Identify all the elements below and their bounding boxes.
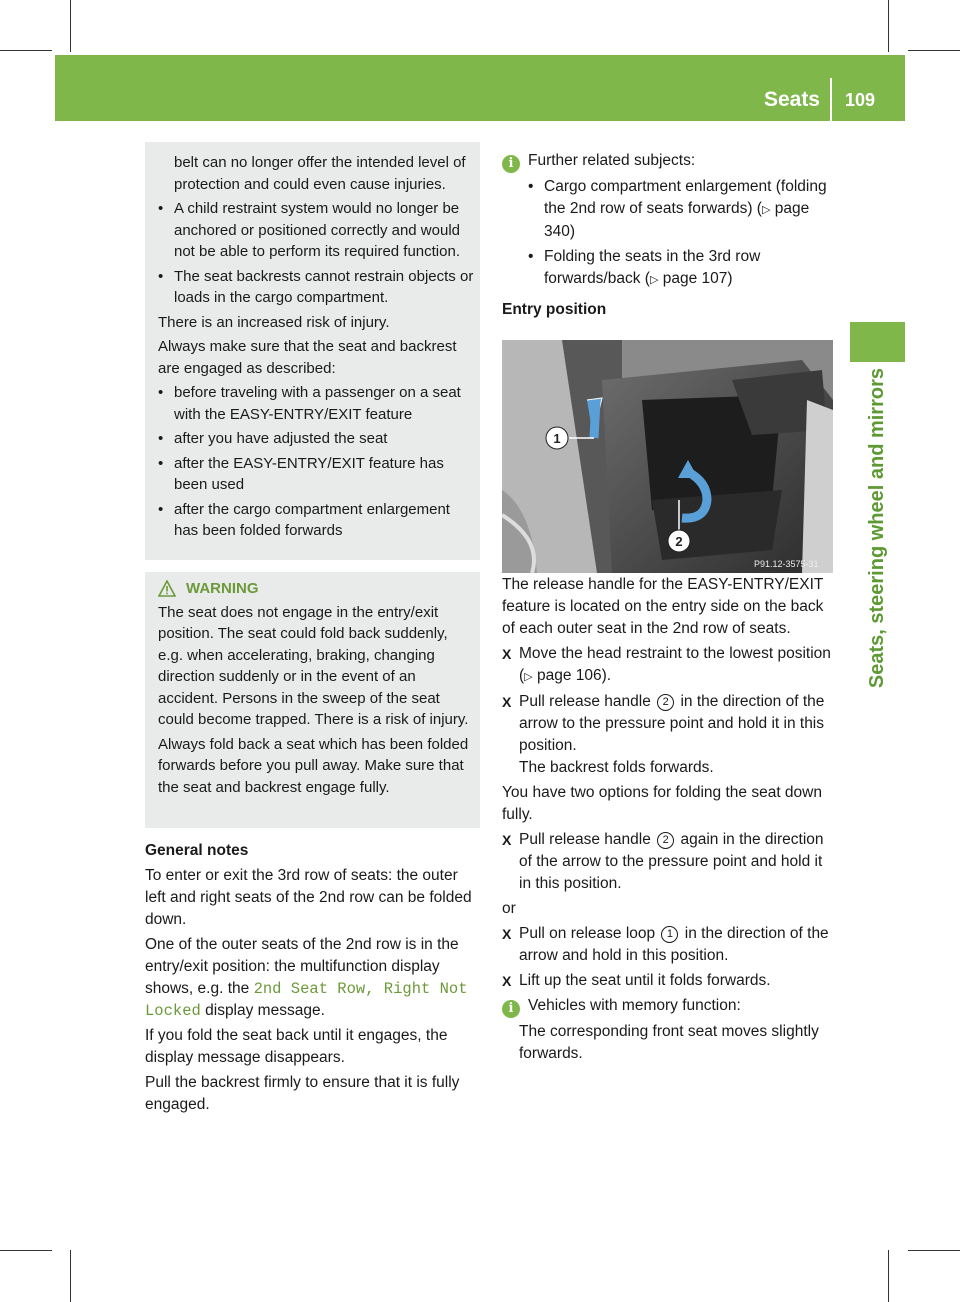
step-result: The backrest folds forwards.	[519, 759, 714, 776]
instruction-step: X Lift up the seat until it folds forwards.	[502, 970, 837, 992]
warning-text: Always fold back a seat which has been folded forwards before you pull away. Make sure that the seat and backrest engage fully.	[158, 735, 469, 796]
callout-ref: 2	[657, 694, 674, 711]
section-heading: General notes	[145, 842, 249, 859]
page-ref-icon: ▷	[761, 204, 771, 216]
list-item: • after the cargo compartment enlargement has been folded forwards	[158, 499, 474, 542]
list-item: • The seat backrests cannot restrain objects or loads in the cargo compartment.	[158, 266, 474, 309]
step-text: in the direction of the arrow and hold in this position.	[519, 925, 829, 964]
warning-title: WARNING	[186, 580, 259, 597]
crop-mark	[70, 1250, 71, 1302]
page-ref-icon: ▷	[649, 274, 659, 286]
paragraph: You have two options for folding the seat down fully.	[502, 784, 822, 823]
list-item	[528, 246, 837, 291]
section-heading: Entry position	[502, 301, 607, 318]
related-subjects	[502, 150, 837, 324]
warning	[158, 578, 474, 801]
crop-mark	[888, 0, 889, 52]
step-text: Pull release handle	[519, 831, 651, 848]
info-heading	[502, 150, 837, 173]
page-ref[interactable]: page 340)	[544, 200, 810, 240]
list-item: • A child restraint system would no longer be anchored or positioned correctly and would not be able to perform its required function.	[158, 198, 474, 263]
list-item	[528, 176, 837, 243]
warning-heading	[158, 578, 474, 600]
display-message: 2nd Seat Row, Right Not Locked	[145, 980, 468, 1020]
crop-mark	[0, 1250, 52, 1251]
instruction-step	[502, 643, 837, 688]
warning-continuation	[158, 152, 474, 545]
list-item: • after you have adjusted the seat	[158, 428, 474, 450]
entry-position-section	[502, 574, 837, 1068]
paragraph-text: display message.	[205, 1002, 325, 1019]
instruction-step	[502, 691, 837, 779]
instruction-step	[502, 923, 837, 967]
list-text: Cargo compartment enlargement (folding the 2nd row of seats forwards) (	[544, 178, 827, 217]
info-icon: i	[502, 155, 520, 173]
figure-code: P91.12-3575-31	[754, 559, 819, 569]
step-text: Pull release handle	[519, 693, 651, 710]
warning-text: The seat does not engage in the entry/exit position. The seat could fold back suddenly, e.g. when accelerating, braking, changing direction suddenly or in the event of an accident. Persons in the sweep of the seat could become trapped. There is a risk of injury.	[158, 603, 469, 728]
crop-mark	[908, 50, 960, 51]
paragraph: There is an increased risk of injury.	[158, 313, 390, 331]
paragraph-text: One of the outer seats of the 2nd row is in the entry/exit position: the multifunction display shows, e.g. the	[145, 936, 459, 997]
paragraph: To enter or exit the 3rd row of seats: the outer left and right seats of the 2nd row can be folded down.	[145, 867, 472, 928]
paragraph: or	[502, 900, 516, 917]
list-item: • after the EASY-ENTRY/EXIT feature has been used	[158, 453, 474, 496]
chapter-tab	[850, 322, 905, 362]
callout-1: 1	[553, 431, 561, 446]
info-title: Further related subjects:	[528, 152, 696, 169]
page-number: 109	[845, 90, 876, 110]
paragraph	[145, 934, 482, 1022]
info-title: Vehicles with memory function:	[528, 997, 741, 1014]
step-text: Move the head restraint to the lowest position (	[519, 645, 831, 684]
callout-ref: 1	[661, 926, 678, 943]
crop-mark	[0, 50, 52, 51]
page-ref[interactable]: page 107)	[662, 270, 733, 287]
crop-mark	[888, 1250, 889, 1302]
seat-release-figure	[502, 340, 833, 573]
paragraph: Always make sure that the seat and backrest are engaged as described:	[158, 338, 457, 377]
paragraph: If you fold the seat back until it engages, the display message disappears.	[145, 1027, 448, 1066]
step-text: in the direction of the arrow to the pressure point and hold it in this position.	[519, 693, 825, 754]
page-title: Seats	[763, 88, 820, 111]
header-divider	[830, 78, 832, 121]
step-text: again in the direction of the arrow to the pressure point and hold it in this position.	[519, 831, 824, 892]
info-heading	[502, 995, 837, 1018]
callout-2: 2	[675, 534, 683, 549]
seat-photo	[502, 340, 833, 573]
paragraph: The release handle for the EASY-ENTRY/EXIT feature is located on the entry side on the back of each outer seat in the 2nd row of seats.	[502, 576, 824, 637]
callout-ref: 2	[657, 832, 674, 849]
crop-mark	[908, 1250, 960, 1251]
chapter-title: Seats, steering wheel and mirrors	[866, 368, 888, 689]
warning-triangle-icon	[158, 580, 176, 598]
page-ref[interactable]: page 106).	[536, 667, 612, 684]
list-text: Folding the seats in the 3rd row forwards/back (	[544, 248, 761, 287]
info-icon: i	[502, 1000, 520, 1018]
info-text: The corresponding front seat moves slightly forwards.	[519, 1023, 819, 1062]
step-text: Pull on release loop	[519, 925, 656, 942]
crop-mark	[70, 0, 71, 52]
list-item: • before traveling with a passenger on a seat with the EASY-ENTRY/EXIT feature	[158, 382, 474, 425]
paragraph: Pull the backrest firmly to ensure that it is fully engaged.	[145, 1074, 460, 1113]
page-ref-icon: ▷	[524, 671, 533, 683]
general-notes-section	[145, 840, 482, 1119]
continued-text: belt can no longer offer the intended level of protection and could even cause injuries.	[174, 154, 466, 193]
instruction-step	[502, 829, 837, 895]
